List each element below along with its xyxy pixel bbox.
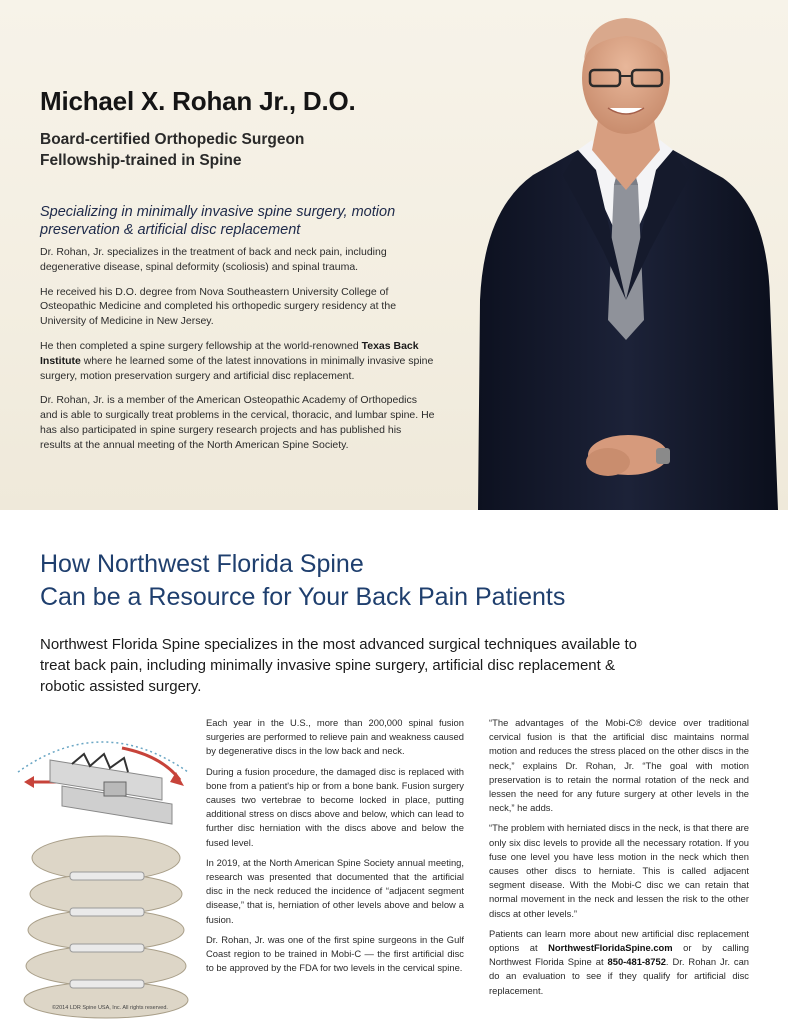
article-paragraph: “The problem with herniated discs in the neck, is that there are only six disc levels to provide all the necessary rotation. If you fuse one level you have less motion in the neck which then causes other discs to herniate. This is called adjacent segment disease. With the Mobi-C disc we can retain that normal movement in the neck and lessen the risk to the other discs at other levels.”	[489, 822, 749, 919]
bio-paragraph	[40, 339, 435, 383]
heading-line: Can be a Resource for Your Back Pain Patients	[40, 583, 566, 611]
bio	[40, 245, 435, 453]
credentials	[40, 129, 435, 171]
doctor-photo	[438, 0, 788, 510]
bio-text: He then completed a spine surgery fellowship at the world-renowned	[40, 339, 362, 352]
profile-text	[40, 86, 435, 453]
article-text: . Dr. Rohan Jr. can do an evaluation to see if they qualify for artificial disc replacement.	[489, 956, 750, 996]
spine-illustration	[12, 720, 198, 1020]
bio-paragraph: Dr. Rohan, Jr. specializes in the treatment of back and neck pain, including degenerative disease, spinal deformity (scoliosis) and spinal trauma.	[40, 246, 387, 273]
bio-paragraph: Dr. Rohan, Jr. is a member of the American Osteopathic Academy of Orthopedics and is able to surgically treat problems in the cervical, thoracic, and lumbar spine. He has also participated in spine surgery research projects and has published his results at the annual meeting of the North American Spine Society.	[40, 394, 435, 451]
heading-line: How Northwest Florida Spine	[40, 550, 364, 578]
bio-text: where he learned some of the latest innovations in minimally invasive spine surgery, motion preservation surgery and artificial disc replacement.	[40, 354, 434, 382]
article-paragraph: During a fusion procedure, the damaged disc is replaced with bone from a patient's hip or from a bone bank. Fusion surgery causes two vertebrae to become locked in place, putting additional stress on discs above and below, which can lead to further disc herniation with the discs above and below the fused level.	[206, 765, 464, 848]
doctor-name: Michael X. Rohan Jr., D.O.	[40, 86, 356, 116]
bio-paragraph: He received his D.O. degree from Nova Southeastern University College of Osteopathic Medicine and completed his orthopedic surgery residency at the University of Medicine in New Jersey.	[40, 285, 397, 328]
article-paragraph: Each year in the U.S., more than 200,000 spinal fusion surgeries are performed to relieve pain and weakness caused by degenerative discs in the low back and neck.	[206, 717, 464, 757]
article-paragraph	[489, 927, 749, 998]
article-column-2	[489, 716, 749, 1004]
phone-number[interactable]: 850-481-8752	[607, 956, 666, 968]
hero-section	[0, 0, 788, 510]
section-intro: Northwest Florida Spine specializes in the most advanced surgical techniques available to treat back pain, including minimally invasive spine surgery, artificial disc replacement & robotic assisted surgery.	[40, 636, 637, 695]
website-link[interactable]: NorthwestFloridaSpine.com	[548, 942, 673, 954]
section-heading	[40, 548, 760, 614]
article-column-1	[206, 716, 464, 981]
credential-board: Board-certified Orthopedic Surgeon	[40, 131, 305, 148]
article-paragraph: “The advantages of the Mobi-C® device over traditional cervical fusion is that the artificial disc maintains normal motion and reduces the stress placed on the other discs in the neck,” explains Dr. Rohan, Jr. “The goal with motion preservation is to retain the normal rotation of the neck and lessen the need for any future surgery at other levels in the neck,” he adds.	[489, 717, 749, 814]
image-copyright: ©2014 LDR Spine USA, Inc. All rights reserved.	[52, 1005, 168, 1011]
article-paragraph: Dr. Rohan, Jr. was one of the first spine surgeons in the Gulf Coast region to be trained in Mobi-C — the first artificial disc to be approved by the FDA for two levels in the cervical spine.	[206, 933, 464, 974]
article-paragraph: In 2019, at the North American Spine Society annual meeting, research was presented that documented that the artificial disc in the neck reduced the incidence of “adjacent segment disease,” that is, herniation of other levels above and below a fusion.	[206, 856, 464, 925]
specialty-statement: Specializing in minimally invasive spine surgery, motion preservation & artificial disc replacement	[40, 204, 396, 238]
article-text: or by calling Northwest Florida Spine at	[489, 942, 749, 968]
article-text: Patients can learn more about new artificial disc replacement options at	[489, 927, 749, 954]
credential-fellowship: Fellowship-trained in Spine	[40, 152, 242, 169]
institute-name: Texas Back Institute	[40, 339, 419, 367]
